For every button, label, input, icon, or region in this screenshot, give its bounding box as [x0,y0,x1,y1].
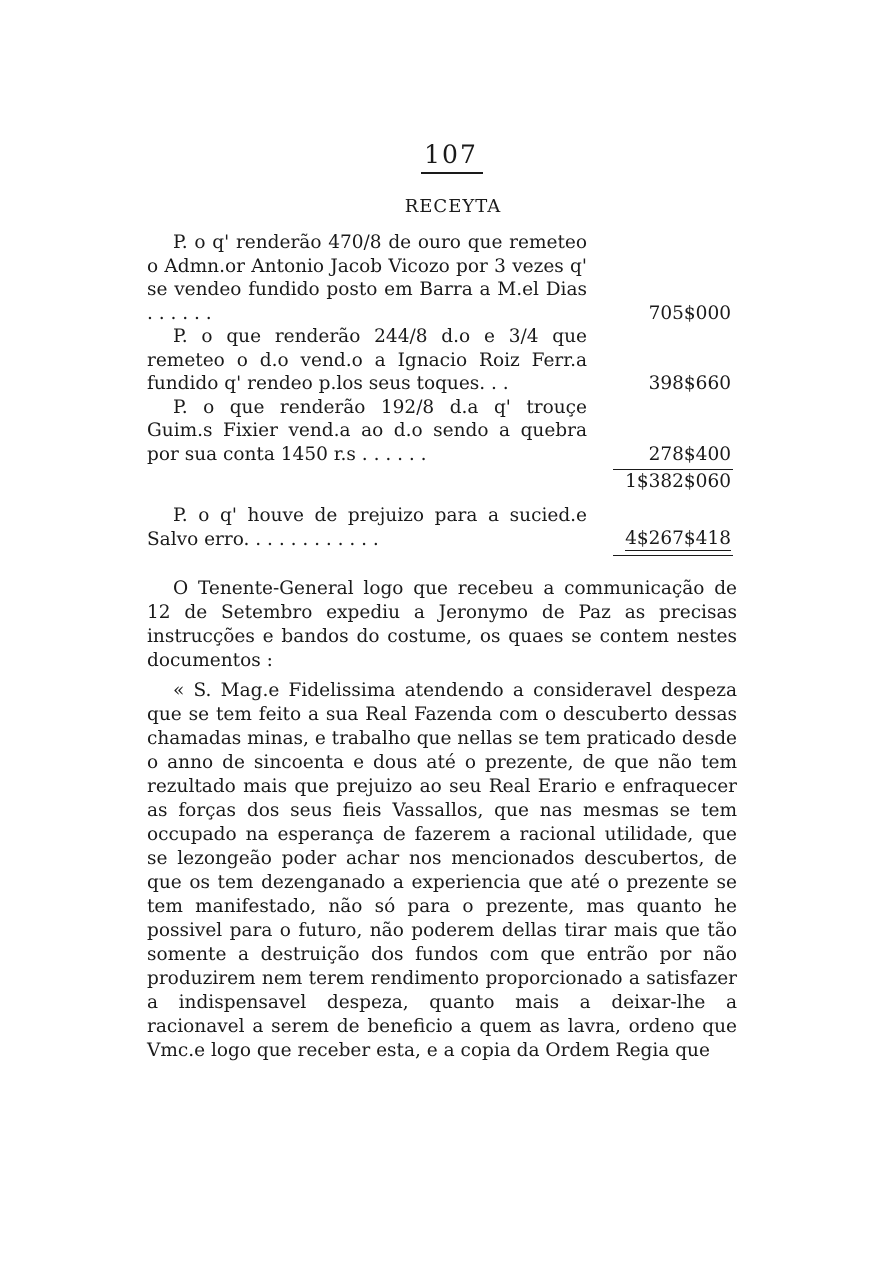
document-page [147,140,737,1063]
ledger-entry-text: P. o q' renderão 470/8 de ouro que remeteo o Admn.or Antonio Jacob Vicozo por 3 vezes q' se vendeo fundido posto em Barra a M.el Dias . . . . . . [147,232,587,324]
ledger-entry [147,231,737,325]
ledger-loss-text: P. o q' houve de prejuizo para a sucied.e Salvo erro. . . . . . . . . . . . [147,505,587,550]
ledger-subtotal: 1$382$060 [625,471,731,492]
ledger-entry-amount: 278$400 [648,443,731,465]
section-heading: RECEYTA [404,196,502,217]
ledger-entry-amount: 398$660 [648,373,731,394]
page-number: 107 [424,140,478,169]
body-paragraph: « S. Mag.e Fidelissima atendendo a consideravel despeza que se tem feito a sua Real Fazenda com o descuberto dessas chamadas minas, e trabalho que nellas se tem praticado desde o anno de sincoenta e dous até o prezente, de que não tem rezultado mais que prejuizo ao seu Real Erario e enfraquecer as forças dos seus fieis Vassallos, que nas mesmas se tem occupado na esperança de fazerem a racional utilidade, que se lezongeão poder achar nos mencionados descubertos, de que os tem dezenganado a experiencia que até o prezente se tem manifestado, não só para o prezente, mas quanto he possivel para o futuro, não poderem dellas tirar mais que tão somente a destruição dos fundos com que entrão por não produzirem nem terem rendimento proporcionado a satisfazer a indispensavel despeza, quanto mais a deixar-lhe a racionavel a serem de beneficio a quem as lavra, ordeno que Vmc.e logo que receber esta, e a copia da Ordem Regia que [147,680,737,1061]
ledger-entry-amount: 705$000 [648,302,731,324]
ledger-entry [147,325,737,396]
ledger-entry [147,396,737,467]
ledger-loss-amount: 4$267$418 [625,527,731,552]
ledger-loss-entry [147,504,737,551]
ledger-entry-text: P. o que renderão 192/8 d.a q' trouçe Guim.s Fixier vend.a ao d.o sendo a quebra por sua conta 1450 r.s . . . . . . [147,396,587,465]
ledger-entry-text: P. o que renderão 244/8 d.o e 3/4 que remeteo o d.o vend.o a Ignacio Roiz Ferr.a fundido q' rendeo p.los seus toques. . . [147,326,587,394]
total-double-rule [613,555,733,556]
ledger-subtotal-row [147,466,737,496]
body-paragraph: O Tenente-General logo que recebeu a communicação de 12 de Setembro expediu a Jeronymo de Paz as precisas instrucções e bandos do costume, os quaes se contem nestes documentos : [147,578,737,671]
page-number-underline [421,172,483,174]
